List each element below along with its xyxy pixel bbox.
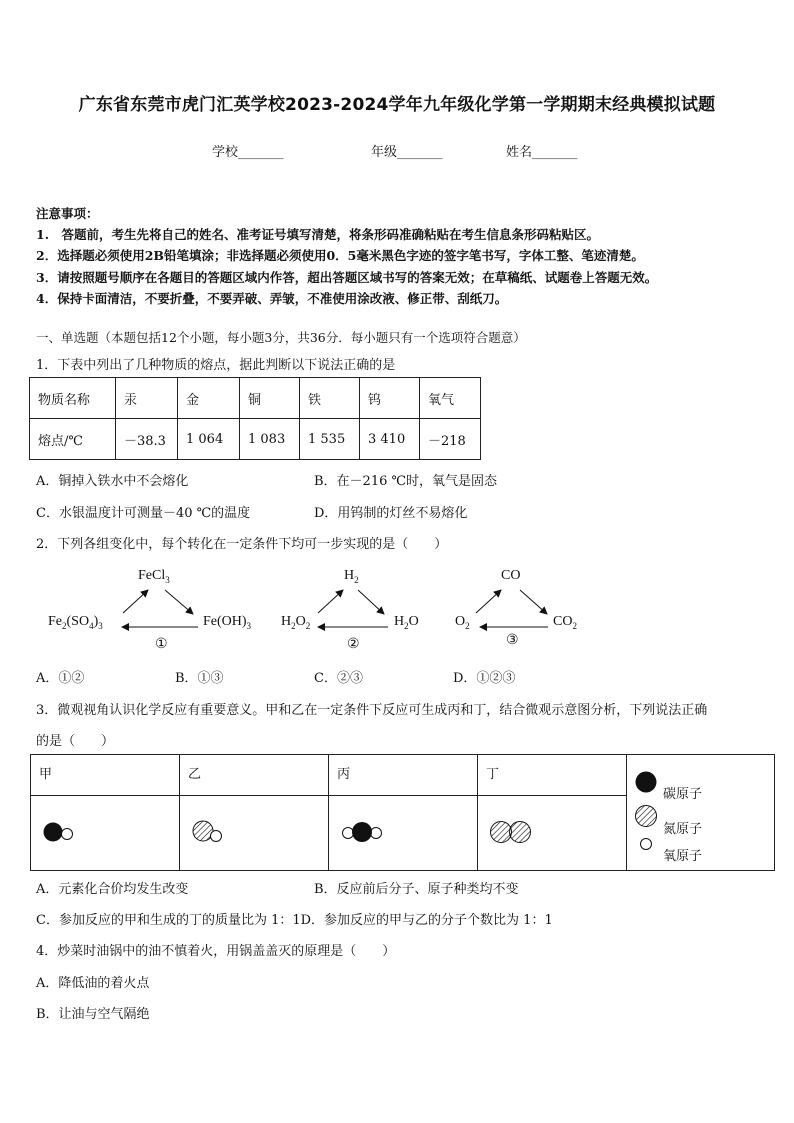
name-blank: _______	[532, 145, 578, 160]
table-cell: 铜	[240, 378, 300, 419]
table-row	[31, 755, 775, 796]
table-cell: 甲	[31, 755, 180, 796]
arrow	[165, 590, 193, 614]
arrow	[358, 590, 384, 614]
legend-oxygen: 氧原子	[663, 849, 703, 864]
arrow	[318, 590, 343, 613]
q1-option-a[interactable]: A．铜掉入铁水中不会熔化	[36, 474, 189, 489]
question-3-stem-line2: 的是（ ）	[36, 734, 115, 749]
q4-option-b[interactable]: B．让油与空气隔绝	[36, 1007, 150, 1022]
grade-blank: _______	[397, 145, 443, 160]
formula-fecl3: FeCl$_3$	[138, 568, 170, 585]
table-row	[30, 419, 481, 460]
table-cell: 1 083	[240, 419, 300, 460]
formula-fe2so43: $Fe_2(SO_4)_3$	[48, 614, 103, 631]
school-field	[212, 141, 284, 160]
diagram-label-3: ③	[506, 633, 519, 648]
table-cell: 钨	[360, 378, 420, 419]
q1-option-b[interactable]: B．在－216 ℃时，氧气是固态	[314, 474, 498, 489]
grade-field	[371, 141, 443, 160]
question-1-stem: 1．下表中列出了几种物质的熔点，据此判断以下说法正确的是	[36, 358, 396, 373]
table-cell: 3 410	[360, 419, 420, 460]
legend-carbon: 碳原子	[663, 787, 703, 802]
q2-option-b[interactable]: B．①③	[175, 671, 224, 686]
carbon-atom-icon	[636, 772, 657, 793]
legend-cell	[627, 755, 775, 871]
arrow	[476, 590, 501, 613]
notes-heading: 注意事项：	[36, 206, 99, 221]
formula-h2o2: $H_2O_2$	[281, 614, 311, 631]
arrow	[123, 590, 148, 613]
exam-notes	[36, 203, 657, 309]
micro-diagram-table	[30, 754, 775, 871]
table-cell: 金	[178, 378, 240, 419]
table-cell: 1 535	[300, 419, 360, 460]
no-molecule-icon	[188, 796, 248, 866]
notes-item: 2．选择题必须使用2B铅笔填涂；非选择题必须使用0．5毫米黑色字迹的签字笔书写，字体工整、笔迹清楚。	[36, 248, 644, 264]
q2-option-d[interactable]: D．①②③	[453, 671, 516, 686]
n2-molecule-icon	[486, 796, 546, 866]
table-cell: 汞	[116, 378, 178, 419]
q4-option-a[interactable]: A．降低油的着火点	[36, 976, 150, 991]
q3-option-cd[interactable]: C．参加反应的甲和生成的丁的质量比为 1：1D．参加反应的甲与乙的分子个数比为 1：1	[36, 913, 553, 928]
table-cell: 铁	[300, 378, 360, 419]
notes-item: 4．保持卡面清洁，不要折叠，不要弄破、弄皱，不准使用涂改液、修正带、刮纸刀。	[36, 290, 508, 306]
page-title: 广东省东莞市虎门汇英学校2023-2024学年九年级化学第一学期期末经典模拟试题	[78, 95, 716, 115]
arrow	[520, 590, 547, 614]
formula-co2: $CO_2$	[553, 614, 577, 631]
table-cell: －218	[420, 419, 481, 460]
notes-item: 1. 答题前，考生先将自己的姓名、准考证号填写清楚，将条形码准确粘贴在考生信息条形码粘贴区。	[36, 227, 600, 243]
school-blank: _______	[238, 145, 284, 160]
table-cell: 乙	[180, 755, 329, 796]
table-cell: －38.3	[116, 419, 178, 460]
formula-co: CO	[501, 568, 521, 583]
co-molecule-icon	[39, 796, 99, 866]
formula-feoh3: $Fe(OH)_3$	[203, 614, 252, 631]
school-label: 学校	[212, 145, 239, 160]
conversion-diagrams	[0, 560, 794, 660]
legend-nitrogen: 氮原子	[663, 822, 703, 837]
table-cell: 丙	[329, 755, 478, 796]
section-heading: 一、单选题（本题包括12个小题，每小题3分，共36分．每小题只有一个选项符合题意）	[36, 330, 526, 345]
molecule-ding	[478, 796, 627, 871]
table-cell: 1 064	[178, 419, 240, 460]
q2-option-a[interactable]: A．①②	[36, 671, 85, 686]
molecule-jia	[31, 796, 180, 871]
q3-option-b[interactable]: B．反应前后分子、原子种类均不变	[314, 882, 519, 897]
molecule-bing	[329, 796, 478, 871]
name-label: 姓名	[506, 145, 533, 160]
q3-option-a[interactable]: A．元素化合价均发生改变	[36, 882, 189, 897]
formula-o2: $O_2$	[455, 614, 470, 631]
nitrogen-atom-icon	[636, 806, 657, 827]
question-2-stem: 2．下列各组变化中，每个转化在一定条件下均可一步实现的是（ ）	[36, 537, 448, 552]
oxygen-atom-icon	[641, 839, 652, 850]
q2-option-c[interactable]: C．②③	[314, 671, 363, 686]
co2-molecule-icon	[337, 796, 397, 866]
question-4-stem: 4．炒菜时油锅中的油不慎着火，用锅盖盖灭的原理是（ ）	[36, 944, 396, 959]
name-field	[506, 141, 578, 160]
diagram-label-2: ②	[347, 637, 360, 652]
question-3-stem-line1: 3．微观视角认识化学反应有重要意义。甲和乙在一定条件下反应可生成丙和丁，结合微观示意图分析，下列说法正确	[36, 703, 708, 718]
table-cell: 物质名称	[30, 378, 116, 419]
grade-label: 年级	[371, 145, 398, 160]
table-cell: 丁	[478, 755, 627, 796]
formula-h2o: $H_2O$	[394, 614, 419, 631]
table-cell: 熔点/℃	[30, 419, 116, 460]
q1-option-c[interactable]: C．水银温度计可测量－40 ℃的温度	[36, 506, 251, 521]
molecule-yi	[180, 796, 329, 871]
table-row	[30, 378, 481, 419]
table-cell: 氧气	[420, 378, 481, 419]
melting-point-table	[29, 377, 481, 460]
q1-option-d[interactable]: D．用钨制的灯丝不易熔化	[314, 506, 468, 521]
diagram-label-1: ①	[155, 637, 168, 652]
formula-h2: $H_2$	[344, 568, 359, 585]
notes-item: 3．请按照题号顺序在各题目的答题区域内作答，超出答题区域书写的答案无效；在草稿纸、试题卷上答题无效。	[36, 269, 658, 285]
